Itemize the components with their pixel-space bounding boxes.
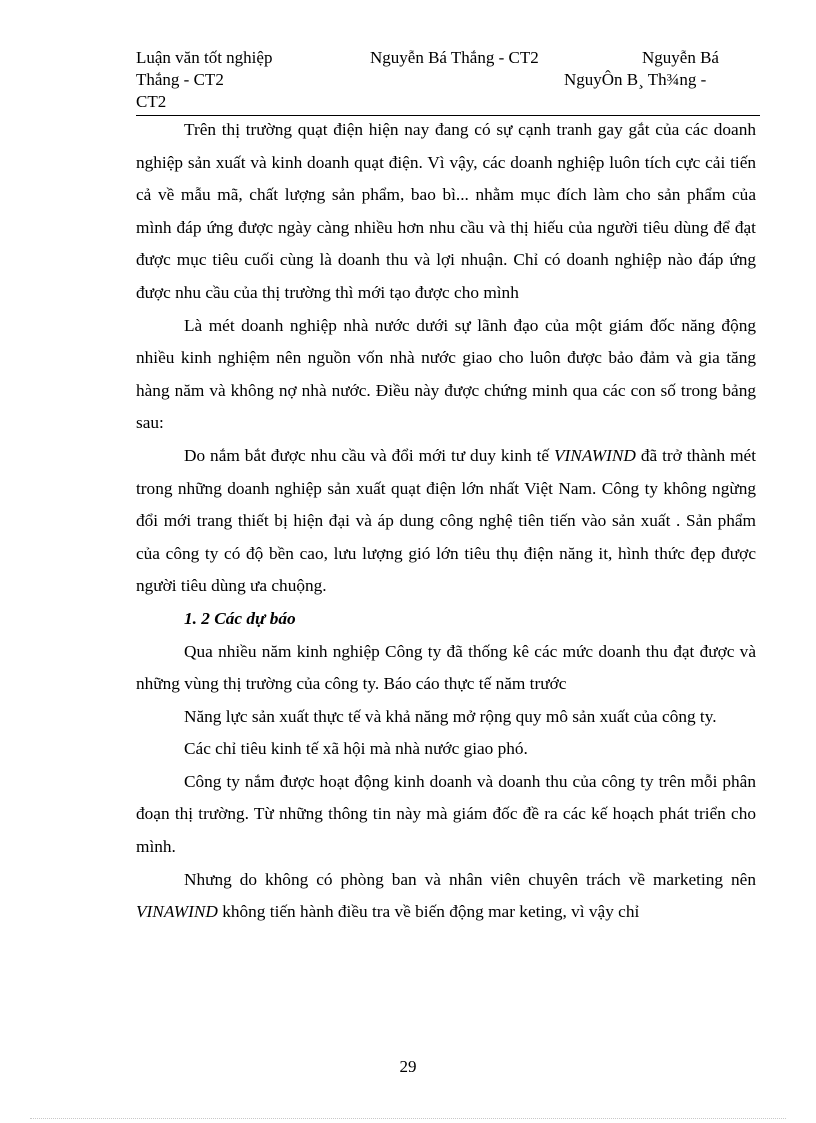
paragraph-text: Nhưng do không có phòng ban và nhân viên chuyên trách về marketing nên — [184, 869, 756, 889]
paragraph: Các chỉ tiêu kinh tế xã hội mà nhà nước giao phó. — [184, 739, 528, 759]
brand-name: VINAWIND — [136, 902, 218, 922]
paragraph — [136, 864, 756, 929]
page-bottom-divider — [30, 1118, 786, 1119]
paragraph — [136, 440, 756, 603]
page-number: 29 — [399, 1057, 417, 1076]
paragraph: Là mét doanh nghiệp nhà nước dưới sự lãnh đạo của một giám đốc năng động nhiều kinh nghiệm nên nguồn vốn nhà nước giao cho luôn được bảo đảm và gia tăng hàng năm và không nợ nhà nước. Điều này được chứng minh qua các con số trong bảng sau: — [136, 315, 756, 433]
paragraph: Qua nhiều năm kinh nghiệp Công ty đã thống kê các mức doanh thu đạt được và những vùng thị trường của công ty. Báo cáo thực tế năm trước — [136, 641, 756, 694]
page-header — [136, 48, 760, 114]
header-class-cont: CT2 — [136, 92, 167, 111]
header-author-garbled: NguyÔn B¸ Th¾ng - — [564, 70, 707, 89]
document-body — [136, 114, 756, 929]
paragraph-text: không tiến hành điều tra về biến động mar keting, vì vậy chỉ — [217, 902, 640, 922]
brand-name: VINAWIND — [554, 445, 636, 465]
paragraph: Năng lực sản xuất thực tế và khả năng mở rộng quy mô sản xuất của công ty. — [184, 706, 717, 726]
header-thesis-label: Luận văn tốt nghiệp — [136, 48, 273, 67]
header-author-center: Nguyễn Bá Thắng - CT2 — [370, 48, 539, 67]
section-heading: 1. 2 Các dự báo — [184, 608, 296, 628]
paragraph: Trên thị trường quạt điện hiện nay đang có sự cạnh tranh gay gắt của các doanh nghiệp sản xuất và kinh doanh quạt điện. Vì vậy, các doanh nghiệp luôn tích cực cải tiến cả về mẫu mã, chất lượng sản phẩm, bao bì... nhằm mục đích làm cho sản phẩm của mình đáp ứng được ngày càng nhiều hơn nhu cầu và thị hiếu của người tiêu dùng để đạt được mục tiêu cuối cùng là doanh thu và lợi nhuận. Chỉ có doanh nghiệp nào đáp ứng được nhu cầu của thị trường thì mới tạo được cho mình — [136, 120, 756, 302]
paragraph-text: Do nắm bắt được nhu cầu và đổi mới tư duy kinh tế — [184, 445, 554, 465]
header-author-cont: Thắng - CT2 — [136, 70, 224, 89]
header-author-right: Nguyễn Bá — [642, 48, 719, 67]
paragraph-text: đã trở thành mét trong những doanh nghiệp sản xuất quạt điện lớn nhất Việt Nam. Công ty không ngừng đổi mới trang thiết bị hiện đại và áp dung công nghệ tiên tiến vào sản xuất . Sản phẩm của công ty có độ bền cao, lưu lượng gió lớn tiêu thụ điện năng it, hình thức đẹp được người tiêu dùng ưa chuộng. — [136, 445, 756, 596]
paragraph: Công ty nắm được hoạt động kinh doanh và doanh thu của công ty trên mỗi phân đoạn thị trường. Từ những thông tin này mà giám đốc đề ra các kế hoạch phát triển cho mình. — [136, 771, 756, 857]
